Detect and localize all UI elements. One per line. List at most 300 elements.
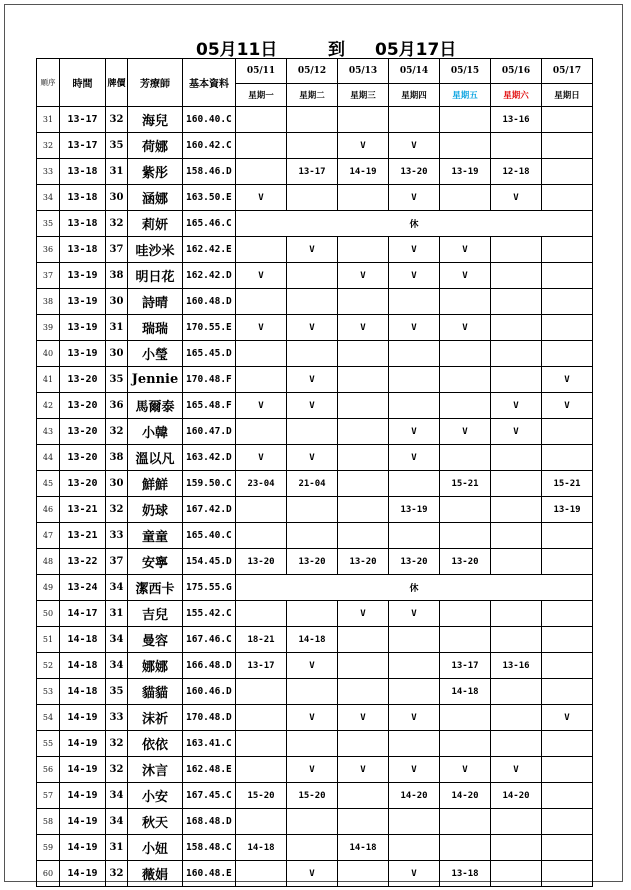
profile-info: 170.55.E xyxy=(183,315,236,341)
day-cell: 18-21 xyxy=(236,627,287,653)
price-tier: 31 xyxy=(106,315,128,341)
day-cell xyxy=(338,523,389,549)
day-cell: V xyxy=(440,419,491,445)
day-cell xyxy=(542,263,593,289)
day-cell xyxy=(287,601,338,627)
header-row-dates xyxy=(37,59,593,84)
profile-info: 154.45.D xyxy=(183,549,236,575)
shift-time: 13-20 xyxy=(60,445,106,471)
day-cell xyxy=(236,237,287,263)
day-cell: V xyxy=(389,185,440,211)
shift-time: 14-18 xyxy=(60,653,106,679)
day-cell: V xyxy=(236,393,287,419)
column-header-info: 基本資料 xyxy=(183,59,236,107)
row-number: 54 xyxy=(37,705,60,731)
weekday-header: 星期日 xyxy=(542,84,593,107)
profile-info: 160.47.D xyxy=(183,419,236,445)
day-cell: 14-20 xyxy=(389,783,440,809)
day-cell: V xyxy=(287,705,338,731)
shift-time: 13-21 xyxy=(60,497,106,523)
table-row xyxy=(37,367,593,393)
day-cell: 13-19 xyxy=(542,497,593,523)
day-cell xyxy=(236,861,287,887)
therapist-name: 奶球 xyxy=(128,497,183,523)
day-cell: V xyxy=(236,263,287,289)
day-cell xyxy=(338,783,389,809)
day-cell: V xyxy=(542,367,593,393)
day-cell: 14-20 xyxy=(491,783,542,809)
day-cell: V xyxy=(389,705,440,731)
price-tier: 34 xyxy=(106,575,128,601)
therapist-name: 鮮鮮 xyxy=(128,471,183,497)
table-row xyxy=(37,341,593,367)
end-date: 05月17日 xyxy=(375,40,457,60)
day-cell xyxy=(440,835,491,861)
row-number: 37 xyxy=(37,263,60,289)
day-cell xyxy=(338,627,389,653)
therapist-name: 吉兒 xyxy=(128,601,183,627)
day-cell xyxy=(542,419,593,445)
day-cell xyxy=(389,393,440,419)
row-number: 60 xyxy=(37,861,60,887)
table-row xyxy=(37,497,593,523)
therapist-name: 馬爾泰 xyxy=(128,393,183,419)
day-cell xyxy=(542,861,593,887)
column-header-price: 牌價 xyxy=(106,59,128,107)
day-cell: V xyxy=(389,601,440,627)
weekday-header: 星期五 xyxy=(440,84,491,107)
profile-info: 163.42.D xyxy=(183,445,236,471)
day-cell xyxy=(338,497,389,523)
day-cell xyxy=(236,523,287,549)
day-cell xyxy=(440,627,491,653)
profile-info: 167.46.C xyxy=(183,627,236,653)
day-cell xyxy=(491,679,542,705)
day-cell: 15-20 xyxy=(236,783,287,809)
day-cell: 13-16 xyxy=(491,653,542,679)
day-cell xyxy=(287,185,338,211)
day-cell xyxy=(287,523,338,549)
day-cell: V xyxy=(287,393,338,419)
profile-info: 160.48.E xyxy=(183,861,236,887)
shift-time: 13-18 xyxy=(60,237,106,263)
price-tier: 31 xyxy=(106,159,128,185)
day-cell xyxy=(542,107,593,133)
table-row xyxy=(37,419,593,445)
day-cell xyxy=(440,497,491,523)
day-cell xyxy=(491,835,542,861)
row-number: 31 xyxy=(37,107,60,133)
table-row xyxy=(37,185,593,211)
table-row xyxy=(37,211,593,237)
weekday-header: 星期六 xyxy=(491,84,542,107)
day-cell xyxy=(236,107,287,133)
row-number: 38 xyxy=(37,289,60,315)
row-number: 50 xyxy=(37,601,60,627)
day-cell xyxy=(338,653,389,679)
weekday-header: 星期四 xyxy=(389,84,440,107)
shift-time: 13-19 xyxy=(60,315,106,341)
day-cell xyxy=(338,107,389,133)
shift-time: 14-18 xyxy=(60,627,106,653)
day-cell xyxy=(236,705,287,731)
profile-info: 155.42.C xyxy=(183,601,236,627)
day-cell xyxy=(542,185,593,211)
therapist-name: 荷娜 xyxy=(128,133,183,159)
day-cell xyxy=(440,523,491,549)
day-cell xyxy=(389,809,440,835)
table-row xyxy=(37,107,593,133)
day-cell xyxy=(542,133,593,159)
day-cell: 13-18 xyxy=(440,861,491,887)
price-tier: 34 xyxy=(106,627,128,653)
table-row xyxy=(37,289,593,315)
day-cell xyxy=(287,731,338,757)
profile-info: 165.46.C xyxy=(183,211,236,237)
day-cell xyxy=(491,237,542,263)
profile-info: 158.48.C xyxy=(183,835,236,861)
day-cell xyxy=(440,367,491,393)
day-cell: 13-19 xyxy=(389,497,440,523)
therapist-name: 依依 xyxy=(128,731,183,757)
therapist-name: 小妞 xyxy=(128,835,183,861)
profile-info: 162.42.D xyxy=(183,263,236,289)
day-cell xyxy=(389,523,440,549)
day-cell xyxy=(491,133,542,159)
day-cell: V xyxy=(389,861,440,887)
day-cell xyxy=(491,601,542,627)
therapist-name: 秋天 xyxy=(128,809,183,835)
schedule-body xyxy=(37,107,593,887)
day-cell: 15-20 xyxy=(287,783,338,809)
day-cell: 14-18 xyxy=(440,679,491,705)
day-cell xyxy=(236,731,287,757)
table-row xyxy=(37,575,593,601)
day-cell xyxy=(338,367,389,393)
day-cell: V xyxy=(236,315,287,341)
table-row xyxy=(37,393,593,419)
row-number: 44 xyxy=(37,445,60,471)
shift-time: 13-19 xyxy=(60,341,106,367)
day-cell: V xyxy=(440,263,491,289)
shift-time: 13-20 xyxy=(60,419,106,445)
day-cell xyxy=(338,679,389,705)
day-cell xyxy=(542,159,593,185)
row-number: 40 xyxy=(37,341,60,367)
day-cell xyxy=(542,237,593,263)
table-row xyxy=(37,731,593,757)
day-cell xyxy=(287,497,338,523)
therapist-name: 小安 xyxy=(128,783,183,809)
shift-time: 14-19 xyxy=(60,861,106,887)
day-cell xyxy=(440,341,491,367)
column-header-time: 時間 xyxy=(60,59,106,107)
day-cell xyxy=(338,289,389,315)
therapist-name: 紫彤 xyxy=(128,159,183,185)
row-number: 52 xyxy=(37,653,60,679)
profile-info: 159.50.C xyxy=(183,471,236,497)
day-cell xyxy=(389,341,440,367)
table-row xyxy=(37,705,593,731)
date-header: 05/17 xyxy=(542,59,593,84)
profile-info: 160.48.D xyxy=(183,289,236,315)
to-label: 到 xyxy=(328,40,345,60)
row-number: 36 xyxy=(37,237,60,263)
day-cell: 15-21 xyxy=(440,471,491,497)
shift-time: 13-20 xyxy=(60,367,106,393)
day-cell: V xyxy=(440,237,491,263)
row-number: 49 xyxy=(37,575,60,601)
therapist-name: 小瑩 xyxy=(128,341,183,367)
day-cell xyxy=(338,237,389,263)
price-tier: 32 xyxy=(106,497,128,523)
day-cell xyxy=(542,835,593,861)
day-cell: 13-19 xyxy=(440,159,491,185)
date-header: 05/12 xyxy=(287,59,338,84)
day-cell: V xyxy=(287,757,338,783)
day-cell: 13-16 xyxy=(491,107,542,133)
therapist-name: 瑞瑞 xyxy=(128,315,183,341)
day-cell xyxy=(491,315,542,341)
therapist-name: 薇娟 xyxy=(128,861,183,887)
therapist-name: 安寧 xyxy=(128,549,183,575)
day-cell xyxy=(491,523,542,549)
day-cell xyxy=(542,809,593,835)
day-cell xyxy=(389,367,440,393)
price-tier: 37 xyxy=(106,549,128,575)
day-cell xyxy=(491,705,542,731)
table-row xyxy=(37,133,593,159)
day-cell xyxy=(389,471,440,497)
price-tier: 36 xyxy=(106,393,128,419)
day-cell xyxy=(542,679,593,705)
table-row xyxy=(37,237,593,263)
table-row xyxy=(37,159,593,185)
day-cell: V xyxy=(542,705,593,731)
therapist-name: 曼容 xyxy=(128,627,183,653)
shift-time: 14-17 xyxy=(60,601,106,627)
day-cell xyxy=(389,653,440,679)
day-cell xyxy=(389,679,440,705)
shift-time: 13-17 xyxy=(60,133,106,159)
profile-info: 170.48.F xyxy=(183,367,236,393)
table-row xyxy=(37,783,593,809)
day-cell: V xyxy=(236,445,287,471)
profile-info: 170.48.D xyxy=(183,705,236,731)
table-row xyxy=(37,835,593,861)
day-cell: V xyxy=(287,653,338,679)
profile-info: 167.45.C xyxy=(183,783,236,809)
row-number: 56 xyxy=(37,757,60,783)
price-tier: 30 xyxy=(106,185,128,211)
day-cell: V xyxy=(440,757,491,783)
day-cell xyxy=(542,653,593,679)
day-cell: 13-17 xyxy=(440,653,491,679)
day-cell: V xyxy=(338,757,389,783)
row-number: 35 xyxy=(37,211,60,237)
day-cell: V xyxy=(389,445,440,471)
table-row xyxy=(37,809,593,835)
therapist-name: 溫以凡 xyxy=(128,445,183,471)
date-header: 05/15 xyxy=(440,59,491,84)
profile-info: 160.46.D xyxy=(183,679,236,705)
day-cell: 21-04 xyxy=(287,471,338,497)
shift-time: 13-22 xyxy=(60,549,106,575)
day-cell: V xyxy=(338,133,389,159)
row-number: 47 xyxy=(37,523,60,549)
day-cell: 13-17 xyxy=(287,159,338,185)
day-cell xyxy=(287,341,338,367)
price-tier: 30 xyxy=(106,471,128,497)
day-cell xyxy=(338,861,389,887)
day-cell: V xyxy=(491,393,542,419)
profile-info: 163.50.E xyxy=(183,185,236,211)
day-cell xyxy=(338,471,389,497)
profile-info: 163.41.C xyxy=(183,731,236,757)
day-cell xyxy=(287,419,338,445)
day-cell xyxy=(491,263,542,289)
day-cell xyxy=(389,731,440,757)
day-cell xyxy=(236,757,287,783)
day-cell: V xyxy=(338,315,389,341)
row-number: 32 xyxy=(37,133,60,159)
price-tier: 31 xyxy=(106,835,128,861)
price-tier: 33 xyxy=(106,523,128,549)
date-header: 05/16 xyxy=(491,59,542,84)
day-cell: V xyxy=(389,263,440,289)
start-date: 05月11日 xyxy=(196,40,278,60)
profile-info: 165.48.F xyxy=(183,393,236,419)
day-cell: V xyxy=(287,315,338,341)
therapist-name: 海兒 xyxy=(128,107,183,133)
profile-info: 160.42.C xyxy=(183,133,236,159)
day-cell xyxy=(491,471,542,497)
row-number: 55 xyxy=(37,731,60,757)
price-tier: 38 xyxy=(106,445,128,471)
shift-time: 14-19 xyxy=(60,809,106,835)
day-cell xyxy=(491,289,542,315)
shift-time: 13-19 xyxy=(60,289,106,315)
row-number: 59 xyxy=(37,835,60,861)
price-tier: 33 xyxy=(106,705,128,731)
day-cell xyxy=(542,523,593,549)
table-row xyxy=(37,549,593,575)
therapist-name: 童童 xyxy=(128,523,183,549)
day-cell xyxy=(236,133,287,159)
row-number: 43 xyxy=(37,419,60,445)
day-cell: V xyxy=(389,315,440,341)
table-row xyxy=(37,627,593,653)
profile-info: 165.40.C xyxy=(183,523,236,549)
profile-info: 160.40.C xyxy=(183,107,236,133)
price-tier: 38 xyxy=(106,263,128,289)
price-tier: 32 xyxy=(106,861,128,887)
therapist-name: 莉妍 xyxy=(128,211,183,237)
price-tier: 35 xyxy=(106,679,128,705)
day-cell xyxy=(542,627,593,653)
day-cell: 13-20 xyxy=(236,549,287,575)
day-cell xyxy=(236,497,287,523)
shift-time: 14-18 xyxy=(60,679,106,705)
day-cell xyxy=(236,159,287,185)
day-cell xyxy=(338,185,389,211)
profile-info: 165.45.D xyxy=(183,341,236,367)
day-cell: 12-18 xyxy=(491,159,542,185)
day-cell: V xyxy=(389,237,440,263)
shift-time: 13-18 xyxy=(60,159,106,185)
day-cell xyxy=(287,809,338,835)
day-cell xyxy=(440,809,491,835)
profile-info: 158.46.D xyxy=(183,159,236,185)
profile-info: 167.42.D xyxy=(183,497,236,523)
profile-info: 175.55.G xyxy=(183,575,236,601)
day-cell: V xyxy=(287,367,338,393)
price-tier: 34 xyxy=(106,783,128,809)
day-cell xyxy=(542,549,593,575)
day-cell xyxy=(236,679,287,705)
table-row xyxy=(37,445,593,471)
day-cell xyxy=(491,731,542,757)
table-row xyxy=(37,263,593,289)
day-cell: 14-20 xyxy=(440,783,491,809)
date-header: 05/14 xyxy=(389,59,440,84)
therapist-name: 沐言 xyxy=(128,757,183,783)
therapist-name: 哇沙米 xyxy=(128,237,183,263)
day-cell xyxy=(440,107,491,133)
day-cell xyxy=(287,107,338,133)
day-cell xyxy=(542,757,593,783)
row-number: 57 xyxy=(37,783,60,809)
day-cell xyxy=(542,315,593,341)
day-cell: V xyxy=(491,757,542,783)
price-tier: 30 xyxy=(106,341,128,367)
day-cell xyxy=(389,627,440,653)
schedule-title xyxy=(0,35,631,59)
price-tier: 34 xyxy=(106,653,128,679)
day-cell xyxy=(236,809,287,835)
day-off-cell: 休 xyxy=(236,575,593,601)
shift-time: 13-18 xyxy=(60,185,106,211)
profile-info: 168.48.D xyxy=(183,809,236,835)
shift-time: 13-21 xyxy=(60,523,106,549)
table-row xyxy=(37,679,593,705)
therapist-name: Jennie xyxy=(128,367,183,393)
day-cell xyxy=(440,393,491,419)
day-cell xyxy=(236,601,287,627)
day-cell: V xyxy=(542,393,593,419)
row-number: 41 xyxy=(37,367,60,393)
row-number: 39 xyxy=(37,315,60,341)
shift-time: 13-24 xyxy=(60,575,106,601)
price-tier: 31 xyxy=(106,601,128,627)
day-cell: V xyxy=(287,861,338,887)
profile-info: 166.48.D xyxy=(183,653,236,679)
day-cell: V xyxy=(389,419,440,445)
row-number: 48 xyxy=(37,549,60,575)
day-cell xyxy=(338,419,389,445)
shift-time: 14-19 xyxy=(60,705,106,731)
day-cell: 14-19 xyxy=(338,159,389,185)
therapist-name: 詩晴 xyxy=(128,289,183,315)
day-cell xyxy=(287,133,338,159)
therapist-name: 潔西卡 xyxy=(128,575,183,601)
schedule-table xyxy=(36,58,593,887)
table-row xyxy=(37,861,593,887)
day-cell xyxy=(287,679,338,705)
therapist-name: 小韓 xyxy=(128,419,183,445)
price-tier: 30 xyxy=(106,289,128,315)
day-cell xyxy=(440,731,491,757)
